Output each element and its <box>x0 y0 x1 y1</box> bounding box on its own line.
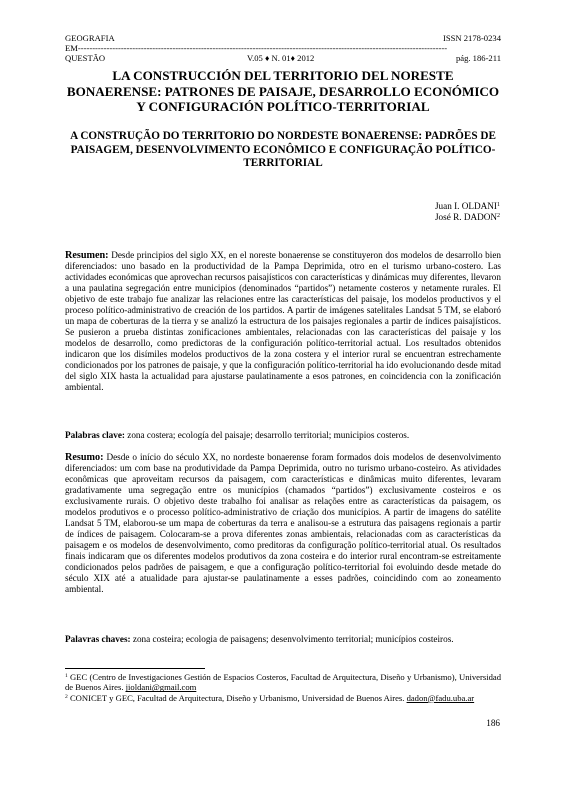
page-number: 186 <box>486 718 500 728</box>
journal-name-line-1: GEOGRAFIA <box>65 33 115 43</box>
keywords-spanish <box>65 430 501 441</box>
issn: ISSN 2178-0234 <box>442 33 501 43</box>
author-1-footnote-mark: 1 <box>497 202 500 208</box>
footnote-2: $^2$ CONICET y GEC, Facultad de Arquitectura, Diseño y Urbanismo, Universidad de Buenos Aires. dadon@fadu.uba.ar <box>65 692 475 703</box>
author-1: Juan I. OLDANI$^1$ <box>434 201 500 211</box>
resumen-label: Resumen: <box>65 250 109 261</box>
abstract-portuguese <box>65 452 501 595</box>
abstract-spanish <box>65 250 501 393</box>
palavras-chaves-text: zona costeira; ecologia de paisagens; desenvolvimento territorial; municípios costeiros. <box>130 634 454 644</box>
title-portuguese: A CONSTRUÇÃO DO TERRITORIO DO NORDESTE BONAERENSE: PADRÕES DE PAISAGEM, DESENVOLVIMENTO ECONÔMICO E CONFIGURAÇÃO POLÍTICO-TERRITORIAL <box>70 130 496 170</box>
footnote-1-email-link[interactable]: jioldani@gmail.com <box>125 682 197 693</box>
title-spanish: LA CONSTRUCCIÓN DEL TERRITORIO DEL NORESTE BONAERENSE: PATRONES DE PAISAJE, DESARROLLO ECONÓMICO Y CONFIGURACIÓN POLÍTICO-TERRITORIAL <box>66 68 500 114</box>
footnote-divider <box>65 668 205 669</box>
keywords-portuguese <box>65 634 501 645</box>
author-2: José R. DADON$^2$ <box>434 212 500 222</box>
volume-issue: V.05 ♦ N. 01♦ 2012 <box>247 53 315 63</box>
footnotes <box>65 672 501 703</box>
resumo-label: Resumo: <box>65 452 104 463</box>
palabras-clave-label: Palabras clave: <box>65 430 125 440</box>
footnote-1: $^1$ GEC (Centro de Investigaciones Gestión de Espacios Costeros, Facultad de Arquitectura, Diseño y Urbanismo), Universidad de Buenos Aires. jioldani@gmail.com <box>65 672 501 693</box>
page-range: pág. 186-211 <box>455 53 501 63</box>
resumen-text: Desde principios del siglo XX, en el noreste bonaerense se constituyeron dos modelos de desarrollo bien diferenciados: uno basado en la productividad de la Pampa Deprimida, otro en el turismo urbano-costero. Las actividades económicas que aprovechan recursos paisajísticos con características y dinámicas muy diferentes, llevaron a una paulatina segregación entre municipios (denominados “partidos”) netamente costeros y netamente rurales. El objetivo de este trabajo fue analizar las relaciones entre las características del paisaje, los modelos productivos y el proceso político-administrativo de creación de los partidos. A partir de imágenes satelitales Landsat 5 TM, se elaboró un mapa de coberturas de la tierra y se analizó la estructura de los paisajes regionales a partir de índices paisajísticos. Se pusieron a prueba distintas zonificaciones ambientales, relacionadas con las características del paisaje y los modelos de desarrollo, como predictoras de la configuración político-territorial actual. Los resultados obtenidos indicaron que los disímiles modelos productivos de la zona costera y el interior rural se encuentran estrechamente condicionados por los patrones de paisaje, y que la configuración político-territorial ha ido evolucionando desde mitad del siglo XIX hasta la actualidad para ajustarse paulatinamente a esos patrones, en coincidencia con la zonificación ambiental. <box>65 250 501 392</box>
author-2-footnote-mark: 2 <box>497 213 500 219</box>
resumo-text: Desde o início do século XX, no nordeste bonaerense foram formados dois modelos de desenvolvimento diferenciados: um com base na produtividade da Pampa Deprimida, outro no turismo urbano-costeiro. As atividades econômicas que aproveitam recursos da paisagem, com características e dinâmicas muito diferentes, levaram gradativamente uma segregação entre os municípios (chamados “partidos”) exclusivamente costeiros e os exclusivamente rurais. O objetivo deste trabalho foi analisar as relações entre as características da paisagem, os modelos produtivos e o processo político-administrativo de criação dos municípios. A partir de imagens do satélite Landsat 5 TM, elaborou-se um mapa de coberturas da terra e analisou-se a estrutura das paisagens regionais a partir de índices de paisagem. Colocaram-se a prova diferentes zonas ambientais, relacionadas com as características da paisagem e os modelos de desenvolvimento, como preditoras da configuração político-territorial atual. Os resultados finais indicaram que os diferentes modelos produtivos da zona costeira e do interior rural encontram-se estreitamente condicionados pelos padrões de paisagem, e que a configuração político-territorial foi evoluindo desde metade do século XIX até a atualidade para ajustar-se paulatinamente a esses padrões, coincidindo com ao zoneamento ambiental. <box>65 452 501 594</box>
palavras-chaves-label: Palavras chaves: <box>65 634 131 644</box>
journal-name-line-2: EM--------------------------------------------------------------------------------------------------------------------------------- <box>65 43 448 53</box>
palabras-clave-text: zona costera; ecología del paisaje; desarrollo territorial; municipios costeros. <box>124 430 410 440</box>
footnote-2-email-link[interactable]: dadon@fadu.uba.ar <box>406 692 475 703</box>
journal-name-line-3: QUESTÃO <box>65 53 106 63</box>
author-list <box>435 201 500 223</box>
